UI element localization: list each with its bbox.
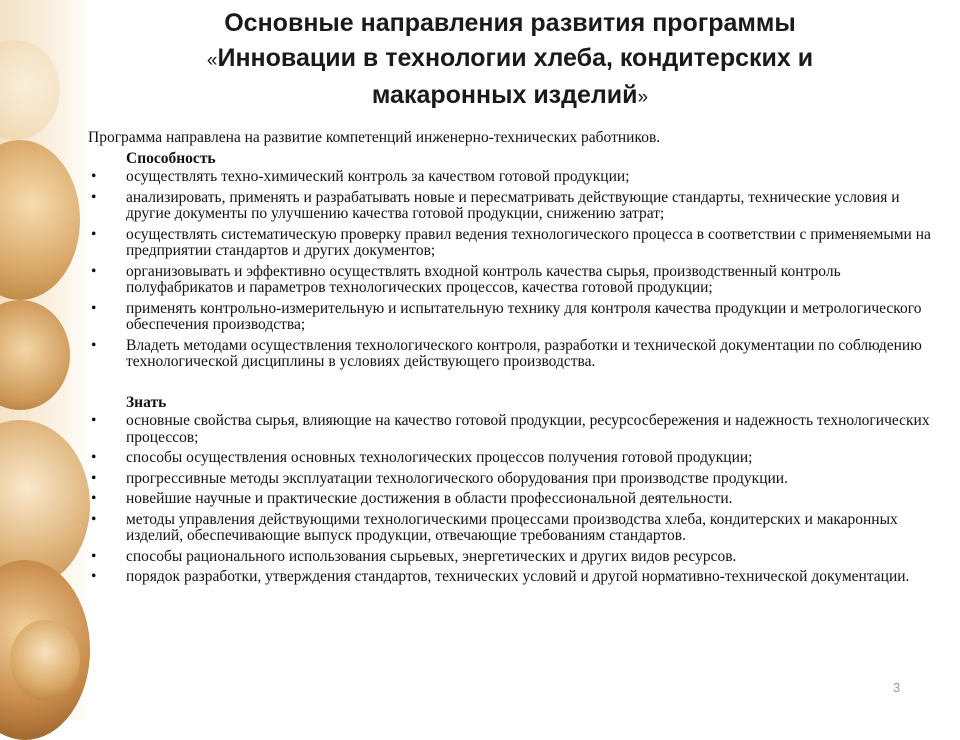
list-item [88, 569, 943, 586]
section-heading-know: Знать [126, 393, 167, 411]
bullet: • [91, 188, 97, 206]
title-line-3 [110, 78, 910, 115]
list-item [88, 471, 943, 488]
page-number: 3 [893, 680, 901, 695]
list-item-text: порядок разработки, утверждения стандартов, технических условий и другой нормативно-технической документации. [126, 568, 910, 585]
slide-title [110, 6, 910, 115]
slide-body [88, 130, 943, 590]
list-item [88, 169, 943, 186]
list-item [88, 227, 943, 260]
spacer [88, 375, 943, 391]
list-item-text: методы управления действующими технологическими процессами производства хлеба, кондитерских и макаронных изделий, обеспечивающие выпуск продукции, отвечающие требованиям стандартов. [126, 510, 898, 544]
list-item-text: Владеть методами осуществления технологического контроля, разработки и технической документации по соблюдению технологической дисциплины в условиях действующего производства. [126, 336, 922, 370]
list-item [88, 264, 943, 297]
list-item [88, 338, 943, 371]
list-item-text: способы рационального использования сырьевых, энергетических и других видов ресурсов. [126, 547, 737, 565]
bread-image [10, 620, 80, 700]
bullet: • [91, 449, 97, 466]
list-item-text: прогрессивные методы эксплуатации технологического оборудования при производстве продукции. [126, 469, 788, 487]
close-quote: » [637, 87, 649, 108]
intro-text: Программа направлена на развитие компетенций инженерно-технических работников. [88, 129, 661, 146]
list-item-text: применять контрольно-измерительную и испытательную технику для контроля качества продукции и метрологического обеспечения производства; [126, 299, 922, 333]
list-item [88, 190, 943, 223]
list-item-text: основные свойства сырья, влияющие на качество готовой продукции, ресурсосбережения и надежность технологических процессов; [126, 412, 930, 446]
bullet: • [91, 225, 97, 243]
title-line-2 [110, 41, 910, 78]
list-item-text: анализировать, применять и разрабатывать новые и пересматривать действующие стандарты, технические условия и другие документы по улучшению качества готовой продукции, снижению затрат; [126, 188, 900, 222]
list-item-text: осуществлять систематическую проверку правил ведения технологического процесса в соответствии с применяемыми на предприятии стандартов и других документов; [126, 225, 931, 259]
know-list [88, 413, 943, 586]
list-item [88, 512, 943, 545]
list-item [88, 491, 943, 508]
bread-image [0, 140, 80, 300]
bullet: • [91, 262, 97, 280]
open-quote: « [206, 50, 218, 71]
list-item-text: осуществлять техно-химический контроль за качеством готовой продукции; [126, 168, 630, 185]
bullet: • [91, 469, 97, 487]
bullet: • [91, 168, 97, 185]
bullet: • [91, 510, 97, 528]
bullet: • [91, 336, 97, 354]
bullet: • [91, 547, 97, 565]
list-item [88, 413, 943, 446]
list-item [88, 549, 943, 566]
list-item-text: организовывать и эффективно осуществлять входной контроль качества сырья, производственный контроль полуфабрикатов и параметров технологических процессов, качества готовой продукции; [126, 262, 841, 296]
list-item-text: новейшие научные и практические достижения в области профессиональной деятельности. [126, 490, 733, 507]
title-line-3-text: макаронных изделий [371, 81, 638, 109]
bullet: • [91, 490, 97, 507]
bullet: • [91, 568, 97, 585]
list-item [88, 450, 943, 467]
bread-decoration [0, 0, 90, 720]
list-item [88, 301, 943, 334]
section-heading-ability: Способность [126, 149, 216, 167]
ability-list [88, 169, 943, 371]
bullet: • [91, 412, 97, 429]
title-line-1: Основные направления развития программы [224, 9, 796, 37]
title-line-2-text: Инновации в технологии хлеба, кондитерских и [217, 44, 814, 72]
bullet: • [91, 299, 97, 317]
list-item-text: способы осуществления основных технологических процессов получения готовой продукции; [126, 449, 753, 466]
bread-image [0, 300, 70, 410]
bread-image [0, 40, 60, 140]
